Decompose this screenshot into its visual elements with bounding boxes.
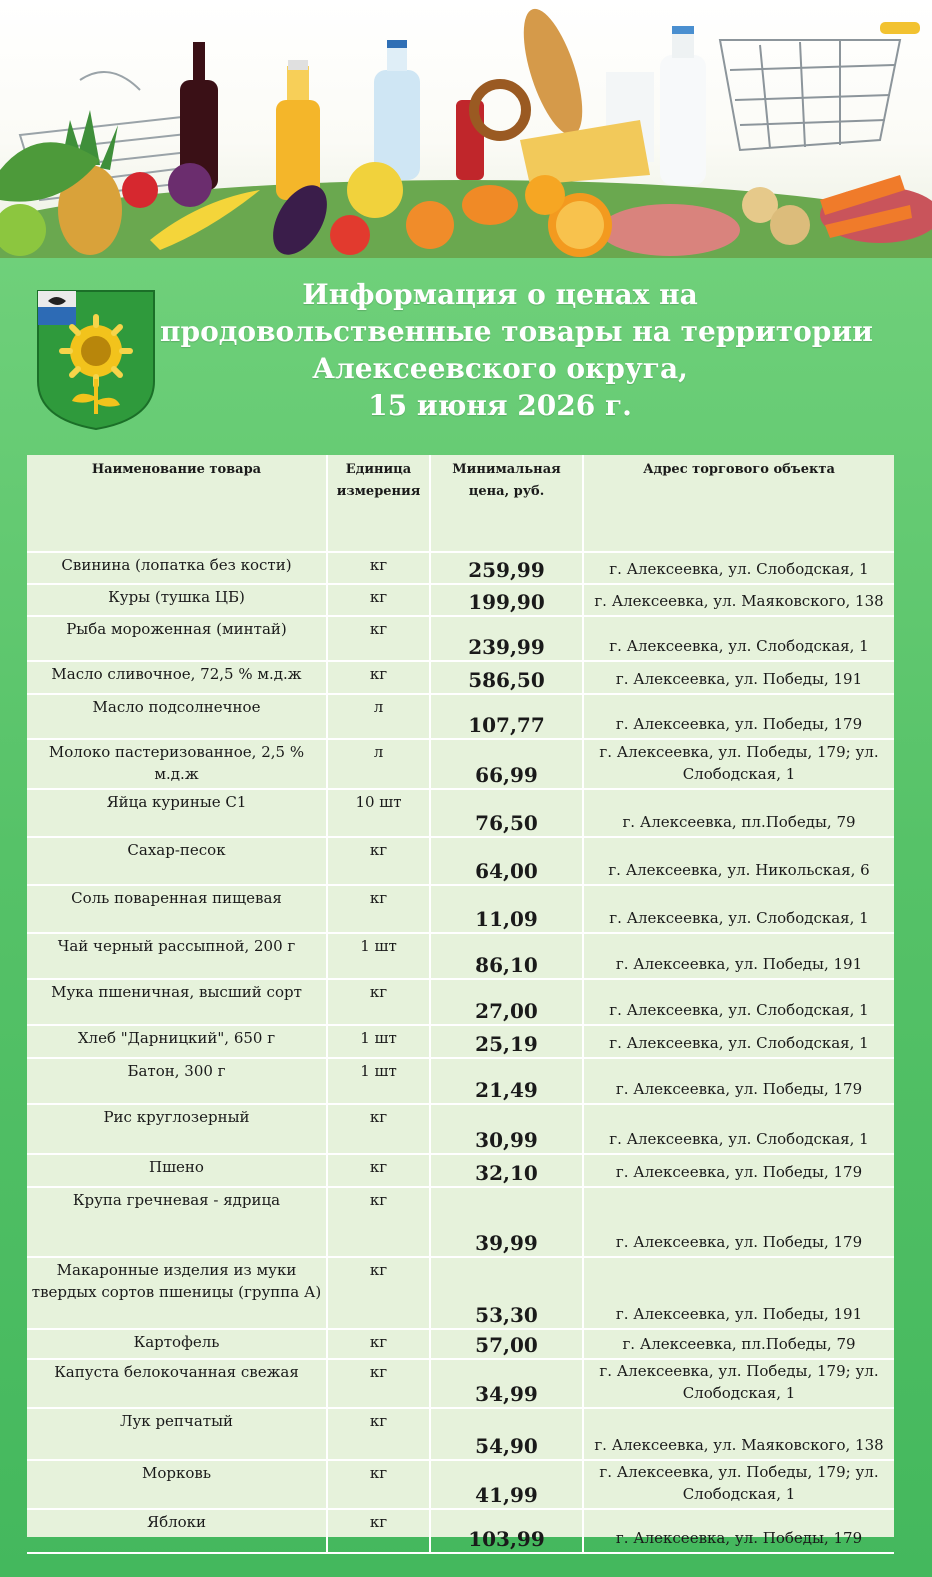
- address-cell: г. Алексеевка, ул. Победы, 179: [583, 1154, 894, 1187]
- address-cell: г. Алексеевка, ул. Слободская, 1: [583, 979, 894, 1025]
- product-name: Пшено: [27, 1154, 327, 1187]
- price-cell: 32,10: [430, 1154, 583, 1187]
- unit-cell: кг: [327, 661, 430, 694]
- unit-cell: кг: [327, 1359, 430, 1408]
- header-unit: Единица измерения: [327, 455, 430, 552]
- table-row: [27, 694, 894, 739]
- table-row: [27, 979, 894, 1025]
- title-line: Алексеевского округа,: [312, 352, 688, 385]
- address-cell: г. Алексеевка, пл.Победы, 79: [583, 1329, 894, 1359]
- unit-cell: кг: [327, 1257, 430, 1329]
- address-cell: г. Алексеевка, ул. Маяковского, 138: [583, 1408, 894, 1460]
- product-name: Масло сливочное, 72,5 % м.д.ж: [27, 661, 327, 694]
- price-cell: 239,99: [430, 616, 583, 661]
- address-cell: г. Алексеевка, ул. Слободская, 1: [583, 1104, 894, 1154]
- price-cell: 11,09: [430, 885, 583, 933]
- product-name: Крупа гречневая - ядрица: [27, 1187, 327, 1257]
- price-cell: 199,90: [430, 584, 583, 616]
- product-name: Сахар-песок: [27, 837, 327, 885]
- price-cell: 64,00: [430, 837, 583, 885]
- header-name: Наименование товара: [27, 455, 327, 552]
- table-row: [27, 1257, 894, 1329]
- groceries-banner: [0, 0, 932, 258]
- title-line: продовольственные товары на территории: [160, 315, 873, 348]
- table-row: [27, 1154, 894, 1187]
- price-cell: 30,99: [430, 1104, 583, 1154]
- address-cell: г. Алексеевка, ул. Слободская, 1: [583, 552, 894, 584]
- product-name: Чай черный рассыпной, 200 г: [27, 933, 327, 979]
- header-price: Минимальная цена, руб.: [430, 455, 583, 552]
- address-cell: г. Алексеевка, ул. Победы, 179: [583, 1187, 894, 1257]
- address-cell: г. Алексеевка, ул. Победы, 179; ул. Слободская, 1: [583, 1359, 894, 1408]
- product-name: Масло подсолнечное: [27, 694, 327, 739]
- address-cell: г. Алексеевка, ул. Победы, 179: [583, 1509, 894, 1553]
- address-cell: г. Алексеевка, ул. Слободская, 1: [583, 885, 894, 933]
- unit-cell: л: [327, 739, 430, 789]
- product-name: Куры (тушка ЦБ): [27, 584, 327, 616]
- product-name: Рис круглозерный: [27, 1104, 327, 1154]
- price-cell: 27,00: [430, 979, 583, 1025]
- product-name: Картофель: [27, 1329, 327, 1359]
- title-line: 15 июня 2026 г.: [368, 389, 632, 422]
- product-name: Лук репчатый: [27, 1408, 327, 1460]
- unit-cell: кг: [327, 552, 430, 584]
- table-row: [27, 661, 894, 694]
- product-name: Яблоки: [27, 1509, 327, 1553]
- price-cell: 103,99: [430, 1509, 583, 1553]
- unit-cell: кг: [327, 1460, 430, 1509]
- price-table: [27, 455, 894, 1554]
- table-row: [27, 739, 894, 789]
- price-cell: 54,90: [430, 1408, 583, 1460]
- address-cell: г. Алексеевка, пл.Победы, 79: [583, 789, 894, 837]
- table-header-row: [27, 455, 894, 552]
- unit-cell: кг: [327, 885, 430, 933]
- unit-cell: кг: [327, 584, 430, 616]
- groceries-illustration: [0, 0, 932, 258]
- table-row: [27, 584, 894, 616]
- address-cell: г. Алексеевка, ул. Слободская, 1: [583, 1025, 894, 1058]
- product-name: Молоко пастеризованное, 2,5 % м.д.ж: [27, 739, 327, 789]
- table-row: [27, 837, 894, 885]
- unit-cell: кг: [327, 1104, 430, 1154]
- price-cell: 39,99: [430, 1187, 583, 1257]
- unit-cell: кг: [327, 1329, 430, 1359]
- product-name: Хлеб "Дарницкий", 650 г: [27, 1025, 327, 1058]
- table-row: [27, 1359, 894, 1408]
- address-cell: г. Алексеевка, ул. Победы, 179; ул. Слободская, 1: [583, 1460, 894, 1509]
- price-cell: 34,99: [430, 1359, 583, 1408]
- coat-of-arms-sunflower-icon: [36, 289, 156, 431]
- unit-cell: 1 шт: [327, 1058, 430, 1104]
- table-row: [27, 1058, 894, 1104]
- table-row: [27, 1509, 894, 1553]
- price-cell: 21,49: [430, 1058, 583, 1104]
- product-name: Соль поваренная пищевая: [27, 885, 327, 933]
- price-cell: 107,77: [430, 694, 583, 739]
- unit-cell: кг: [327, 1187, 430, 1257]
- price-cell: 86,10: [430, 933, 583, 979]
- table-row: [27, 885, 894, 933]
- header-address: Адрес торгового объекта: [583, 455, 894, 552]
- product-name: Капуста белокочанная свежая: [27, 1359, 327, 1408]
- unit-cell: 1 шт: [327, 1025, 430, 1058]
- address-cell: г. Алексеевка, ул. Победы, 179; ул. Слободская, 1: [583, 739, 894, 789]
- table-row: [27, 1104, 894, 1154]
- address-cell: г. Алексеевка, ул. Слободская, 1: [583, 616, 894, 661]
- title-line: Информация о ценах на: [302, 278, 698, 311]
- table-row: [27, 552, 894, 584]
- product-name: Мука пшеничная, высший сорт: [27, 979, 327, 1025]
- unit-cell: кг: [327, 1154, 430, 1187]
- unit-cell: 1 шт: [327, 933, 430, 979]
- unit-cell: кг: [327, 1408, 430, 1460]
- unit-cell: кг: [327, 1509, 430, 1553]
- table-row: [27, 1187, 894, 1257]
- table-row: [27, 1329, 894, 1359]
- page-title: [160, 276, 873, 424]
- unit-cell: кг: [327, 837, 430, 885]
- table-row: [27, 1408, 894, 1460]
- price-cell: 57,00: [430, 1329, 583, 1359]
- product-name: Яйца куриные С1: [27, 789, 327, 837]
- price-cell: 41,99: [430, 1460, 583, 1509]
- table-row: [27, 1025, 894, 1058]
- address-cell: г. Алексеевка, ул. Победы, 191: [583, 933, 894, 979]
- price-cell: 259,99: [430, 552, 583, 584]
- unit-cell: кг: [327, 616, 430, 661]
- price-table-container: [27, 455, 894, 1551]
- price-cell: 53,30: [430, 1257, 583, 1329]
- unit-cell: 10 шт: [327, 789, 430, 837]
- product-name: Свинина (лопатка без кости): [27, 552, 327, 584]
- product-name: Морковь: [27, 1460, 327, 1509]
- price-cell: 586,50: [430, 661, 583, 694]
- unit-cell: кг: [327, 979, 430, 1025]
- price-cell: 66,99: [430, 739, 583, 789]
- address-cell: г. Алексеевка, ул. Победы, 191: [583, 1257, 894, 1329]
- table-row: [27, 933, 894, 979]
- price-cell: 76,50: [430, 789, 583, 837]
- table-row: [27, 789, 894, 837]
- address-cell: г. Алексеевка, ул. Победы, 179: [583, 1058, 894, 1104]
- product-name: Батон, 300 г: [27, 1058, 327, 1104]
- address-cell: г. Алексеевка, ул. Маяковского, 138: [583, 584, 894, 616]
- price-cell: 25,19: [430, 1025, 583, 1058]
- unit-cell: л: [327, 694, 430, 739]
- product-name: Макаронные изделия из муки твердых сортов пшеницы (группа А): [27, 1257, 327, 1329]
- address-cell: г. Алексеевка, ул. Победы, 191: [583, 661, 894, 694]
- address-cell: г. Алексеевка, ул. Никольская, 6: [583, 837, 894, 885]
- table-row: [27, 616, 894, 661]
- address-cell: г. Алексеевка, ул. Победы, 179: [583, 694, 894, 739]
- product-name: Рыба мороженная (минтай): [27, 616, 327, 661]
- table-row: [27, 1460, 894, 1509]
